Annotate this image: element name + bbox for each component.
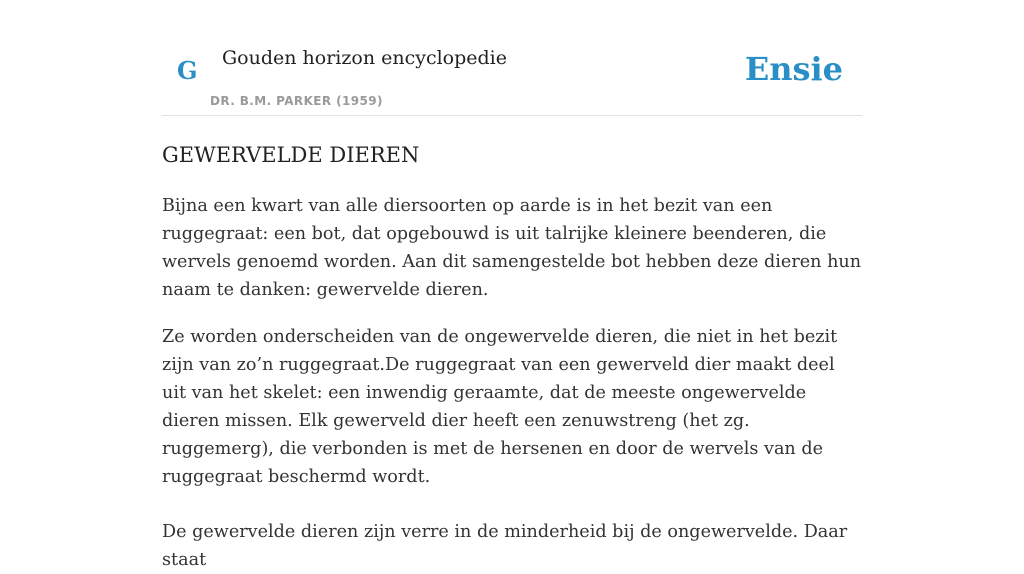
article-paragraph-3: De gewervelde dieren zijn verre in de minderheid bij de ongewervelde. Daar staat [162, 522, 848, 570]
article-paragraph-2: Ze worden onderscheiden van de ongewervelde dieren, die niet in het bezit zijn van zo’n ruggegraat.De ruggegraat van een gewerveld dier maakt deel uit van het skelet: een inwendig geraamte, dat de meeste ongewervelde dieren missen. Elk gewerveld dier heeft een zenuwstreng (het zg. ruggemerg), die verbonden is met de hersenen en door de wervels van de ruggegraat beschermd wordt. [162, 327, 838, 487]
book-author: DR. B.M. PARKER (1959) [210, 94, 383, 108]
book-header [162, 0, 862, 116]
ensie-logo-link[interactable]: Ensie [744, 50, 843, 88]
book-logo-letter: G [177, 56, 198, 85]
book-title[interactable]: Gouden horizon encyclopedie [222, 47, 507, 69]
article-title: GEWERVELDE DIEREN [162, 143, 420, 167]
article-paragraph-1: Bijna een kwart van alle diersoorten op aarde is in het bezit van een ruggegraat: een bot, dat opgebouwd is uit talrijke kleinere beenderen, die wervels genoemd worden. Aan dit samengestelde bot hebben deze dieren hun naam te danken: gewervelde dieren. [162, 196, 862, 300]
article [162, 138, 862, 574]
